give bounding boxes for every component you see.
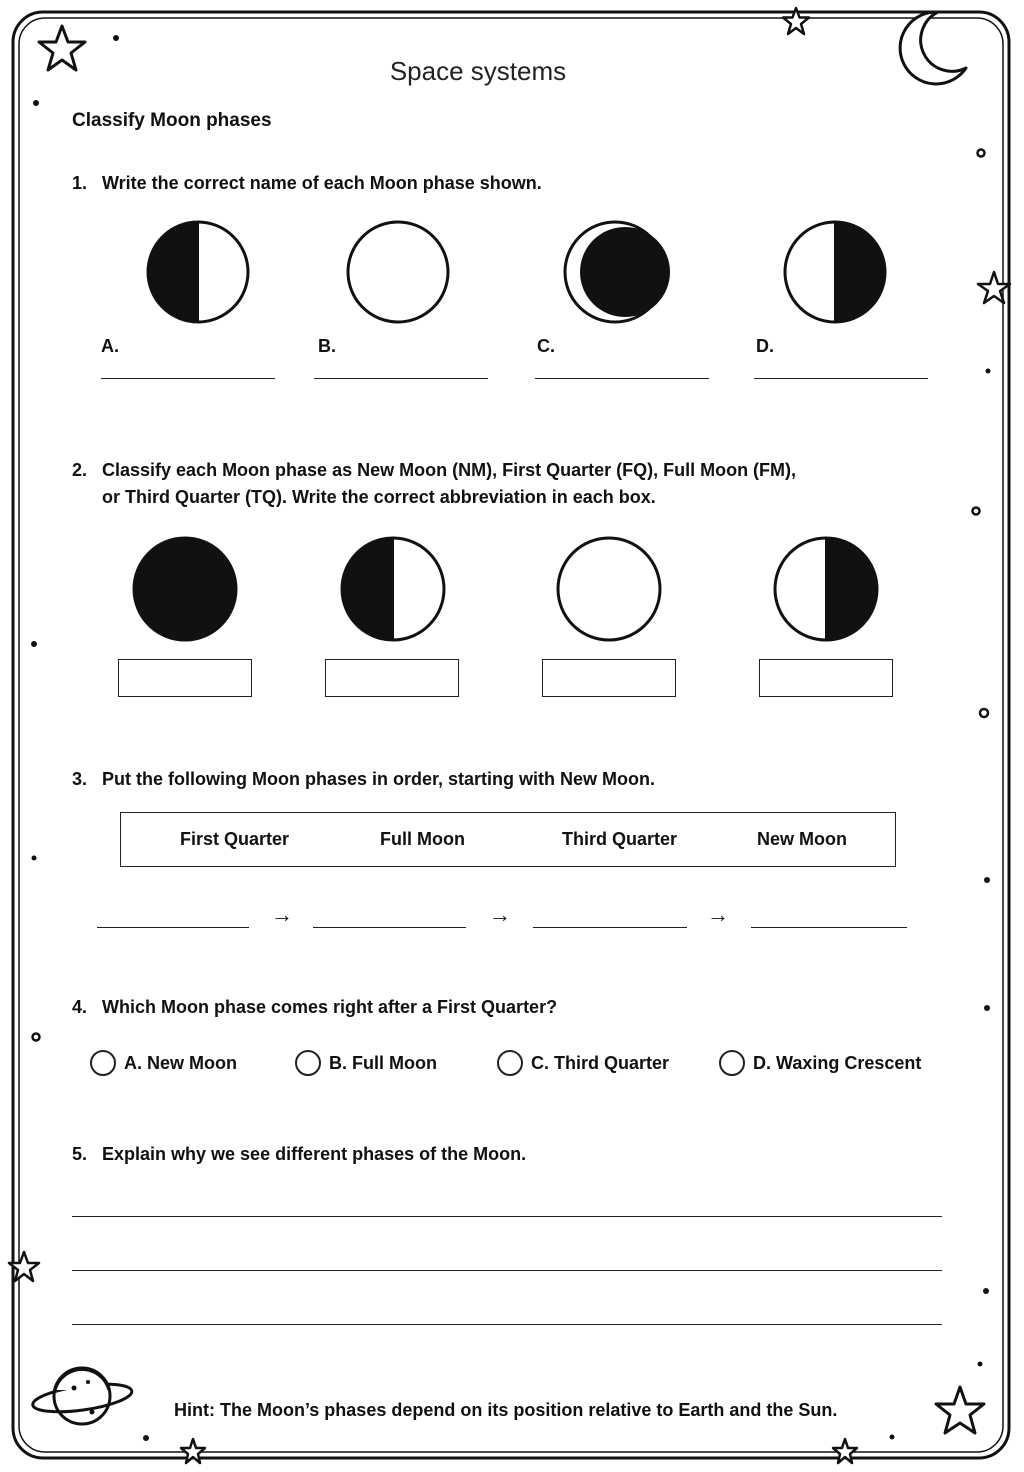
option-label: A. New Moon <box>124 1052 237 1073</box>
q1-moon-phases <box>0 0 1024 700</box>
moon-phase-b-icon <box>348 222 448 322</box>
answer-box-4[interactable] <box>759 659 893 697</box>
question-number: 4. <box>72 997 88 1017</box>
q2-moon-4-icon <box>775 538 877 640</box>
answer-box-3[interactable] <box>542 659 676 697</box>
question-5 <box>72 1141 526 1168</box>
order-line-4[interactable] <box>751 927 907 928</box>
radio-circle-icon[interactable] <box>719 1050 745 1076</box>
star-icon <box>936 1387 984 1433</box>
word-bank-item: First Quarter <box>180 829 290 849</box>
question-text: Which Moon phase comes right after a First Quarter? <box>102 997 558 1017</box>
word-bank <box>120 812 896 867</box>
q2-moon-2-icon <box>342 538 444 640</box>
answer-line-a[interactable] <box>101 378 275 379</box>
moon-phase-d-icon <box>785 222 885 322</box>
word-bank-item: Third Quarter <box>562 829 678 849</box>
question-text: Write the correct name of each Moon phase shown. <box>102 173 542 193</box>
page-title: Space systems <box>389 56 567 86</box>
q2-moon-1-icon <box>134 538 236 640</box>
answer-box-1[interactable] <box>118 659 252 697</box>
option-d[interactable] <box>719 1050 921 1076</box>
answer-line-b[interactable] <box>314 378 488 379</box>
radio-circle-icon[interactable] <box>295 1050 321 1076</box>
option-label: B. Full Moon <box>329 1052 437 1073</box>
hint-text: Hint: The Moon’s phases depend on its position relative to Earth and the Sun. <box>174 1400 838 1420</box>
question-3 <box>72 766 655 793</box>
section-subtitle: Classify Moon phases <box>72 110 272 131</box>
word-bank-item: New Moon <box>757 829 847 849</box>
answer-letter-c: C. <box>537 336 555 356</box>
writing-line-3[interactable] <box>72 1324 942 1325</box>
moon-phase-a-icon <box>148 222 248 322</box>
option-a[interactable] <box>90 1050 237 1076</box>
question-number: 2. <box>72 460 88 480</box>
writing-line-1[interactable] <box>72 1216 942 1217</box>
word-bank-item: Full Moon <box>380 829 465 849</box>
radio-circle-icon[interactable] <box>497 1050 523 1076</box>
planet-icon <box>31 1368 133 1424</box>
question-text: Explain why we see different phases of the Moon. <box>102 1144 527 1164</box>
question-number: 1. <box>72 173 88 193</box>
arrow-right-icon: → <box>707 902 729 927</box>
moon-phase-c-icon <box>565 222 670 322</box>
radio-circle-icon[interactable] <box>90 1050 116 1076</box>
question-text-line-2: or Third Quarter (TQ). Write the correct abbreviation in each box. <box>102 487 656 507</box>
option-b[interactable] <box>295 1050 437 1076</box>
arrow-right-icon: → <box>489 902 511 927</box>
option-label: D. Waxing Crescent <box>753 1052 922 1073</box>
writing-line-2[interactable] <box>72 1270 942 1271</box>
answer-letter-d: D. <box>756 336 774 356</box>
order-line-2[interactable] <box>313 927 466 928</box>
question-text-line-1: Classify each Moon phase as New Moon (NM), First Quarter (FQ), Full Moon (FM), <box>102 460 797 480</box>
option-c[interactable] <box>497 1050 669 1076</box>
answer-line-c[interactable] <box>535 378 709 379</box>
answer-letter-a: A. <box>101 336 119 356</box>
option-label: C. Third Quarter <box>531 1052 670 1073</box>
order-line-1[interactable] <box>97 927 249 928</box>
answer-letter-b: B. <box>318 336 336 356</box>
order-line-3[interactable] <box>533 927 687 928</box>
answer-line-d[interactable] <box>754 378 928 379</box>
arrow-right-icon: → <box>271 902 293 927</box>
question-2 <box>72 457 796 511</box>
question-number: 5. <box>72 1144 88 1164</box>
answer-box-2[interactable] <box>325 659 459 697</box>
q2-moon-3-icon <box>558 538 660 640</box>
question-4 <box>72 994 557 1021</box>
question-number: 3. <box>72 769 88 789</box>
question-text: Put the following Moon phases in order, starting with New Moon. <box>102 769 655 789</box>
